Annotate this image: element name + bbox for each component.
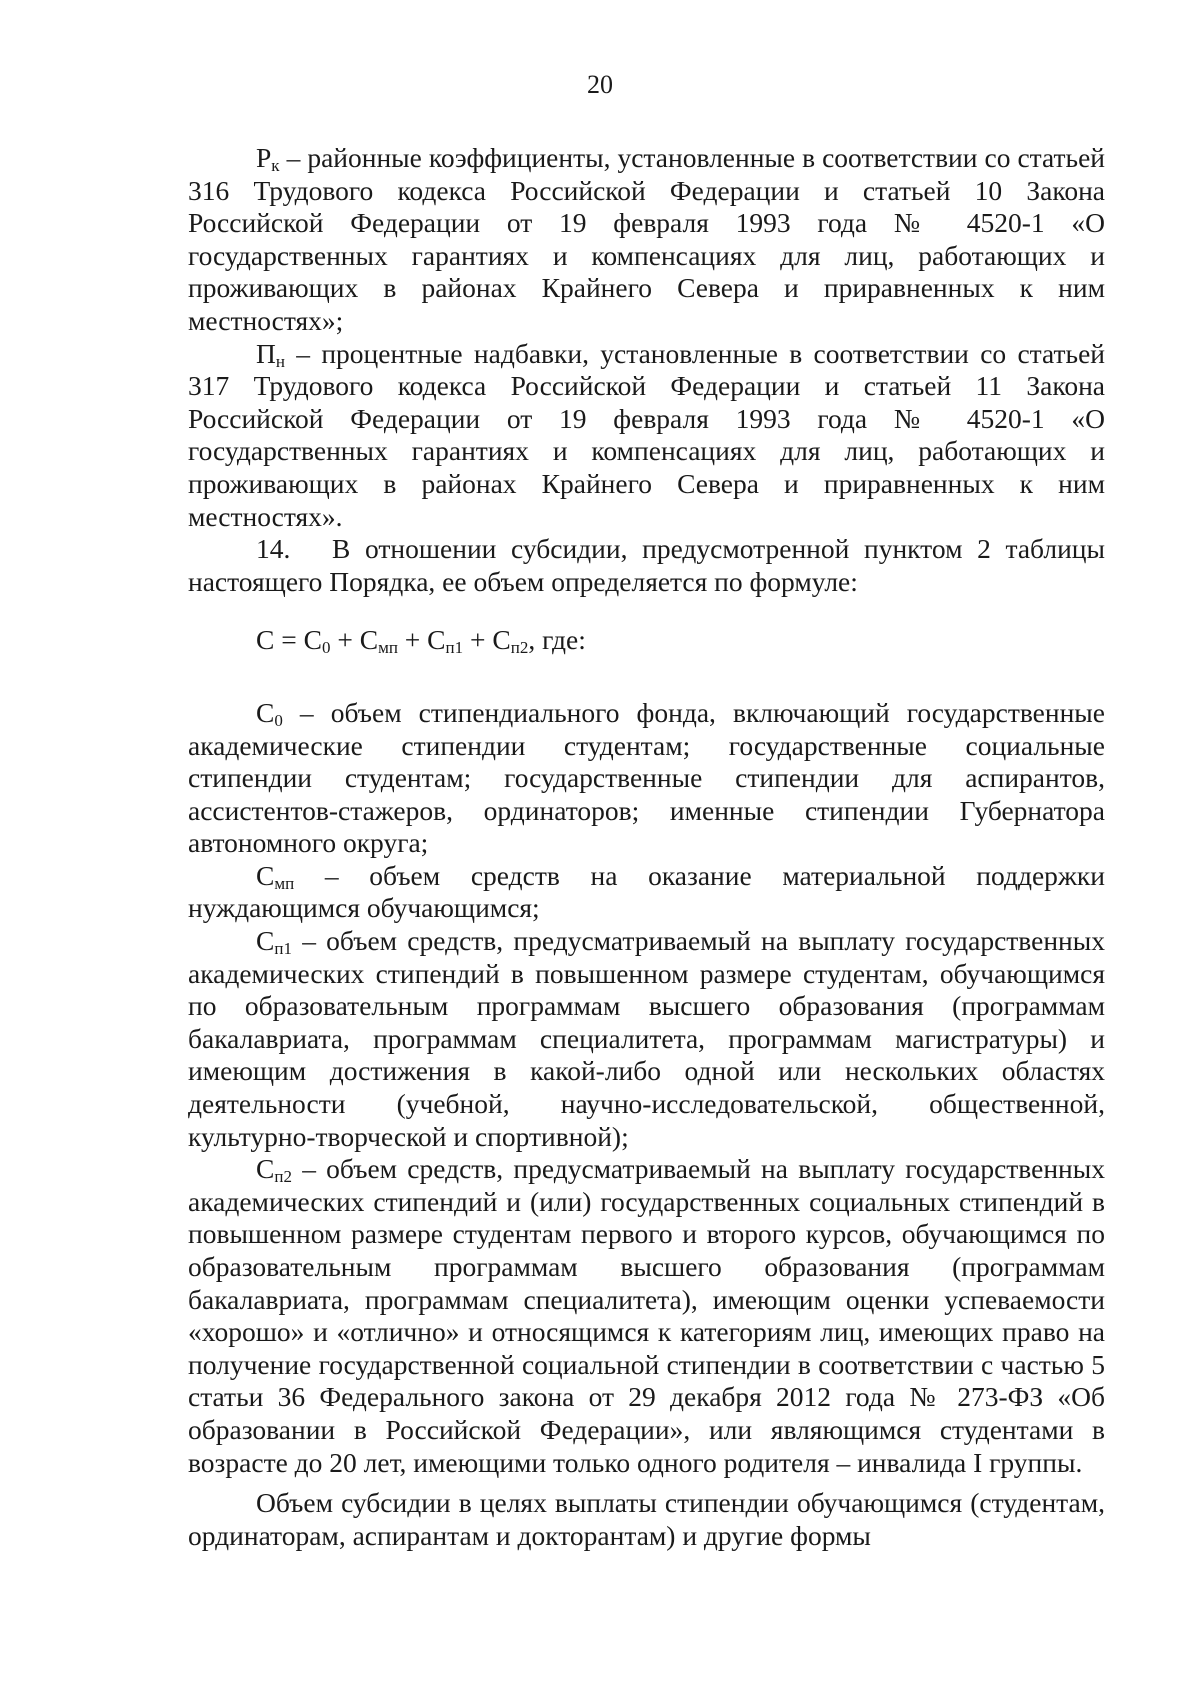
paragraph-subsidy-volume: Объем субсидии в целях выплаты стипендии обучающимся (студентам, ординаторам, аспирантам и докторантам) и другие формы — [188, 1487, 1105, 1551]
paragraph-cn2-text: – объем средств, предусматриваемый на выплату государственных академических стипендий и (или) государственных социальных стипендий в повышенном размере студентам первого и второго курсов, обучающимся по образовательным программам высшего образования (программам бакалавриата, программам специалитета), имеющим оценки успеваемости «хорошо» и «отлично» и относящимся к категориям лиц, имеющих право на получение государственной социальной стипендии в соответствии с частью 5 статьи 36 Федерального закона от 29 декабря 2012 года № 273-ФЗ «Об образовании в Российской Федерации», или являющимся студентами в возрасте до 20 лет, имеющими только одного родителя – инвалида I группы. — [188, 1153, 1105, 1478]
item-14-text: В отношении субсидии, предусмотренной пунктом 2 таблицы настоящего Порядка, ее объем определяется по формуле: — [188, 533, 1105, 597]
document-body — [188, 142, 1105, 1552]
paragraph-rk-text: – районные коэффициенты, установленные в соответствии со статьей 316 Трудового кодекса Российской Федерации и статьей 10 Закона Российской Федерации от 19 февраля 1993 года № 4520-1 «О государственных гарантиях и компенсациях для лиц, работающих и проживающих в районах Крайнего Севера и приравненных к ним местностях»; — [188, 142, 1105, 336]
symbol-rk: Р — [256, 142, 272, 173]
symbol-c0-subscript: 0 — [274, 710, 283, 730]
symbol-rk-subscript: к — [271, 156, 280, 175]
symbol-cmp-subscript: мп — [274, 873, 295, 893]
formula-plus-2: + С — [397, 624, 446, 656]
paragraph-cmp — [188, 860, 1105, 925]
formula-sub-n2: п2 — [510, 638, 529, 658]
formula-tail: , где: — [528, 624, 586, 656]
symbol-pn-subscript: н — [275, 351, 285, 371]
symbol-cn1-subscript: п1 — [274, 939, 292, 959]
paragraph-cmp-text: – объем средств на оказание материальной поддержки нуждающимся обучающимся; — [188, 859, 1105, 924]
formula-plus-3: + С — [463, 624, 511, 656]
paragraph-cn2 — [188, 1153, 1105, 1479]
formula-sub-n1: п1 — [445, 638, 464, 658]
paragraph-pn — [188, 338, 1105, 534]
paragraph-c0-text: – объем стипендиального фонда, включающий государственные академические стипендии студентам; государственные социальные стипендии студентам; государственные стипендии для аспирантов, ассистентов-стажеров, ординаторов; именные стипендии Губернатора автономного округа; — [188, 696, 1105, 859]
paragraph-pn-text: – процентные надбавки, установленные в соответствии со статьей 317 Трудового кодекса Российской Федерации и статьей 11 Закона Российской Федерации от 19 февраля 1993 года № 4520-1 «О государственных гарантиях и компенсациях для лиц, работающих и проживающих в районах Крайнего Севера и приравненных к ним местностях». — [188, 337, 1105, 532]
formula-plus-1: + С — [330, 624, 379, 656]
symbol-cn1: С — [256, 925, 275, 957]
symbol-cn2: С — [256, 1153, 275, 1185]
symbol-c0: С — [256, 696, 275, 728]
paragraph-c0 — [188, 697, 1105, 860]
paragraph-item-14 — [188, 533, 1105, 598]
paragraph-rk — [188, 142, 1105, 338]
paragraph-cn1 — [188, 925, 1105, 1153]
formula-sub-0: 0 — [321, 638, 331, 658]
formula-sub-mp: мп — [378, 638, 398, 658]
formula — [188, 624, 1105, 657]
item-14-number: 14. — [256, 533, 291, 565]
page-number: 20 — [587, 70, 613, 99]
paragraph-cn1-text: – объем средств, предусматриваемый на выплату государственных академических стипендий в повышенном размере студентам, обучающимся по образовательным программам высшего образования (программам бакалавриата, программам специалитета, программам магистратуры) и имеющим достижения в какой-либо одной или нескольких областях деятельности (учебной, научно-исследовательской, общественной, культурно-творческой и спортивной); — [188, 925, 1105, 1152]
formula-lhs: С = С — [256, 624, 322, 656]
symbol-cmp: С — [256, 859, 275, 891]
symbol-pn: П — [256, 337, 276, 369]
symbol-cn2-subscript: п2 — [274, 1167, 292, 1187]
